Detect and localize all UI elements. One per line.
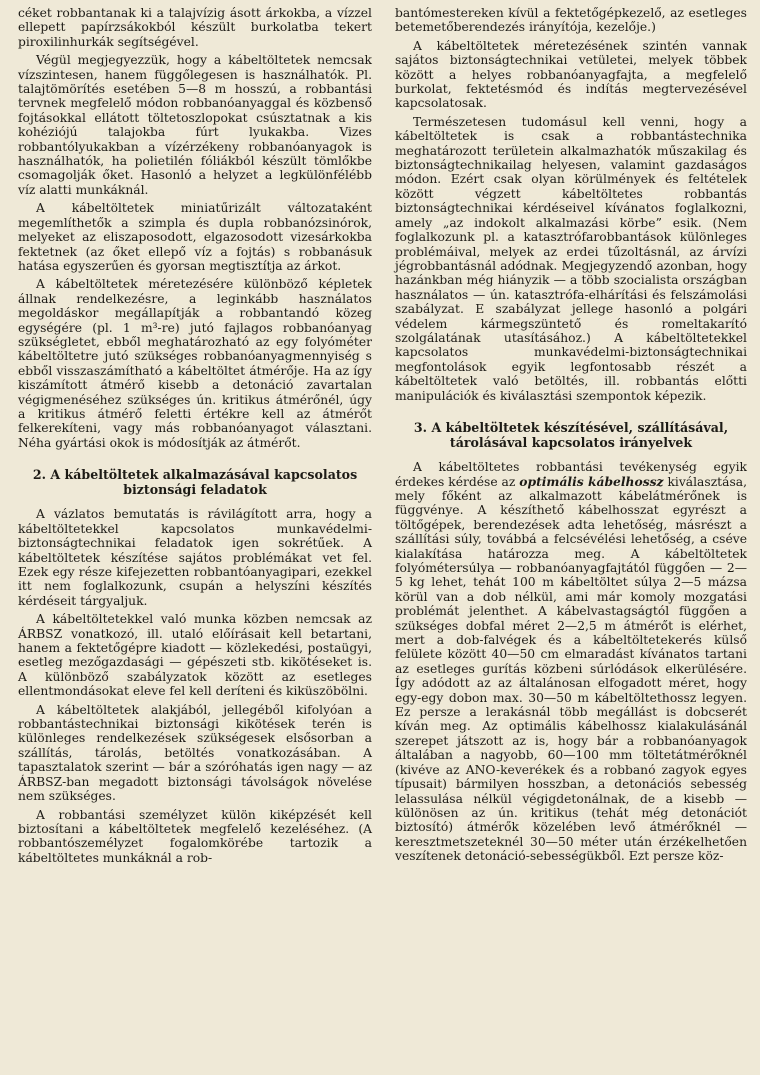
left-column bbox=[18, 6, 372, 869]
paragraph: A kábeltöltetek alakjából, jellegéből kifolyóan a robbantástechnikai biztonsági kikötések terén is különleges rendelkezések szükségesek elsősorban a szállítás, tárolás, betöltés vonatkozásában. A tapasztalatok szerint — bár a szóróhatás igen nagy — az ÁRBSZ-ban megadott biztonsági távolságok növelése nem szükséges. bbox=[18, 702, 372, 804]
paragraph: A vázlatos bemutatás is rávilágított arra, hogy a kábeltöltetekkel kapcsolatos munkavédelmi-biztonságtechnikai feladatok igen sokrétűek. A kábeltöltetek készítése sajátos problémákat vet fel. Ezek egy része kifejezetten robbantóanyagipari, ezekkel itt nem foglalkozunk, csupán a helyszíni készítés kérdéseit tárgyaljuk. bbox=[18, 507, 372, 608]
paragraph-text: A kábeltöltetes robbantási tevékenység egyik érdekes kérdése az bbox=[395, 460, 747, 489]
paragraph: Végül megjegyezzük, hogy a kábeltöltetek nemcsak vízszintesen, hanem függőlegesen is használhatók. Pl. talajtömörítés esetében 5—8 m hosszú, a robbantási tervnek megfelelő módon robbanóanyaggal és közbenső fojtásokkal ellátott töltetoszlopokat csúsztatnak a kis kohéziójú talajokba fúrt lyukakba. Vizes robbantólyukakban a vízérzékeny robbanóanyagok is használhatók, ha polietilén fóliákból készült tömlőkbe csomagolják őket. Hasonló a helyzet a legkülönfélébb víz alatti munkáknál. bbox=[18, 53, 372, 197]
paragraph: A kábeltöltetek méretezésére különböző képletek állnak rendelkezésre, a leginkább használatos megoldáskor megállapítják a robbantandó közeg egységére (pl. 1 m³-re) jutó fajlagos robbanóanyag szükségletet, ebből meghatározható az egy folyóméter kábeltöltetre jutó szükséges robbanóanyagmennyiség s ebből visszaszámítható a kábeltöltet átmérője. Ha az így kiszámított átmérő kisebb a detonáció zavartalan végigmenéséhez szükséges ún. kritikus átmérőnél, úgy a kritikus átmérő feletti értékre kell az átmérőt felkerekíteni, vagy más robbanóanyagot választani. Néha gyártási okok is módosítják az átmérőt. bbox=[18, 277, 372, 450]
paragraph: céket robbantanak ki a talajvízig ásott árkokba, a vízzel ellepett papírzsákokból készült burkolatba tekert piroxilinhurkák segítségével. bbox=[18, 6, 372, 49]
paragraph: Természetesen tudomásul kell venni, hogy a kábeltöltetek is csak a robbantástechnika meghatározott területein alkalmazhatók műszakilag és biztonságtechnikailag helyesen, valamint gazdaságos módon. Ezért csak olyan körülmények és feltételek között végzett kábeltöltetes robbantás biztonságtechnikai kérdéseivel kívánatos foglalkozni, amely „az indokolt alkalmazási körbe” esik. (Nem foglalkozunk pl. a katasztrófarobbantások különleges problémáival, melyek az erdei tűzoltásnál, az árvízi jégrobbantásnál adódnak. Megjegyzendő azonban, hogy hazánkban még hiányzik — a több szocialista országban használatos — ún. katasztrófa-elhárítási és felszámolási szabályzat. E szabályzat jellege hasonló a polgári védelem kármegszüntető és romeltakarító szolgálatának utasításához.) A kábeltöltetekkel kapcsolatos munkavédelmi-biztonságtechnikai megfontolások egyik legfontosabb részét a kábeltöltetek való betöltés, ill. robbantás előtti manipulációk és kiválasztási szempontok képezik. bbox=[395, 114, 747, 403]
column-divider bbox=[382, 0, 383, 1075]
section-heading-2: 2. A kábeltöltetek alkalmazásával kapcsolatos biztonsági feladatok bbox=[32, 467, 358, 497]
paragraph: A kábeltöltetek miniatűrizált változataként megemlíthetők a szimpla és dupla robbanózsinórok, melyeket az eliszaposodott, elgazosodott vizesárkokba fektetnek (az őket ellepő víz a fojtás) s robbanásuk hatása egyszerűen és gyorsan megtisztítja az árkot. bbox=[18, 201, 372, 273]
right-column bbox=[395, 6, 747, 868]
paragraph: A robbantási személyzet külön kiképzését kell biztosítani a kábeltöltetek megfelelő kezeléséhez. (A robbantószemélyzet fogalomkörébe tartozik a kábeltöltetes munkáknál a rob- bbox=[18, 807, 372, 865]
paragraph bbox=[395, 460, 747, 863]
emphasis-text: optimális kábelhossz bbox=[519, 473, 664, 489]
paragraph: A kábeltöltetek méretezésének szintén vannak sajátos biztonságtechnikai vetületei, melyek többek között a helyes robbanóanyagfajta, a megfelelő burkolat, fektetésmód és indítás megtervezésével kapcsolatosak. bbox=[395, 38, 747, 111]
paragraph: A kábeltöltetekkel való munka közben nemcsak az ÁRBSZ vonatkozó, ill. utaló előírásait kell betartani, hanem a fektetőgépre kiadott — közlekedési, postaügyi, esetleg mezőgazdasági — gépészeti stb. kikötéseket is. A különböző szabályzatok között az esetleges ellentmondásokat eleve fel kell deríteni és kiküszöbölni. bbox=[18, 612, 372, 699]
paragraph: bantómestereken kívül a fektetőgépkezelő, az esetleges betemetőberendezés irányítója, kezelője.) bbox=[395, 6, 747, 35]
section-heading-3: 3. A kábeltöltetek készítésével, szállításával, tárolásával kapcsolatos irányelvek bbox=[413, 419, 729, 450]
paragraph-text: kiválasztása, mely főként az alkalmazott kábelátmérőnek is függvénye. A készíthető kábelhosszat egyrészt a töltőgépek, berendezések adta lehetőség, másrészt a szállítási súly, továbbá a felcsévélési lehetőség, a cséve kialakítása határozza meg. A kábeltöltetek folyómétersúlya — robbanóanyagfajtától függően — 2—5 kg lehet, tehát 100 m kábeltöltet súlya 2—5 mázsa körül van a dob nélkül, ami már komoly mozgatási problémát jelenthet. A kábelvastagságtól függően a szükséges dobfal méret 2—2,5 m átmérőt is elérhet, mert a dob-falvégek és a kábeltöltetekerés külső felülete között 40—50 cm elmaradást kívánatos tartani az esetleges gurítás közbeni súrlódások elkerülésére. Így adódott az az általánosan elfogadott méret, hogy egy-egy dobon max. 30—50 m kábeltöltethossz legyen. Ez persze a lerakásnál több megállást is dobcserét kíván meg. Az optimális kábelhossz kialakulásánál szerepet játszott az is, hogy bár a robbanóanyagok általában a nagyobb, 60—100 mm töltetátmérőknél (kivéve az ANO-keverékek és a robbanó zagyok egyes típusait) bármilyen hosszban, a detonációs sebesség lelassulása nélkül végigdetonálnak, de a kisebb — különösen az ún. kritikus (tehát még detonációt biztosító) átmérők közelében levő átmérőknél — keresztmetszeteknél 30—50 méter után érzékelhetően veszítenek detonáció-sebességükből. Ezt persze köz- bbox=[395, 474, 747, 864]
